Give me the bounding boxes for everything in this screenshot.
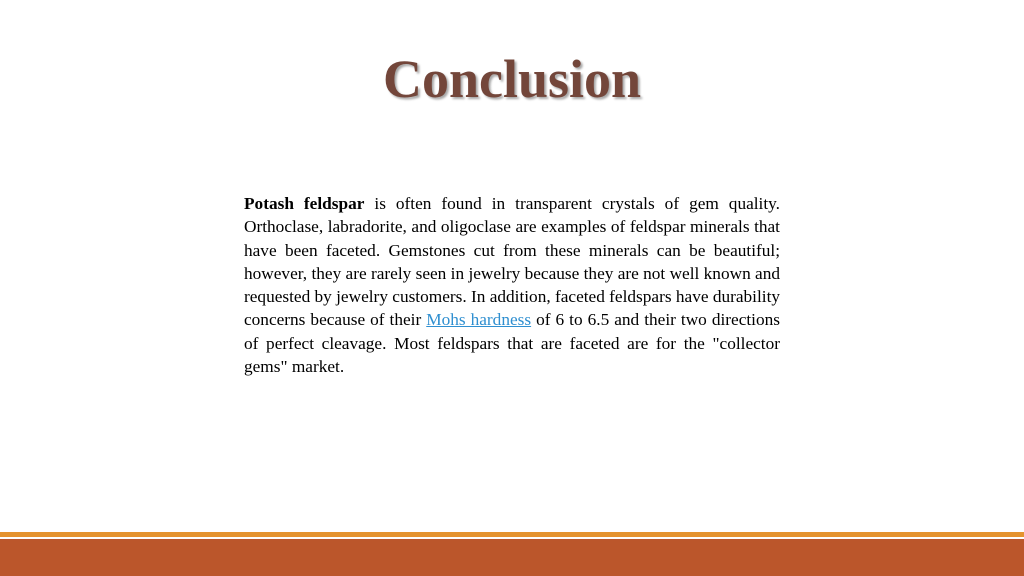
bold-lead-text: Potash feldspar xyxy=(244,194,365,213)
slide-title: Conclusion xyxy=(382,49,642,109)
paragraph-text-after-link: of 6 to 6.5 and their two directions of perfect cleavage. Most feldspars that are faceted are for the "collector gems" market. xyxy=(244,310,780,377)
footer-bar xyxy=(0,539,1024,576)
mohs-hardness-link[interactable]: Mohs hardness xyxy=(426,310,532,330)
footer-accent-stripe xyxy=(0,532,1024,537)
body-paragraph xyxy=(244,192,780,378)
paragraph-text-before-link: is often found in transparent crystals of gem quality. Orthoclase, labradorite, and oligoclase are examples of feldspar minerals that have been faceted. Gemstones cut from these minerals can be beautiful; however, they are rarely seen in jewelry because they are not well known and requested by jewelry customers. In addition, faceted feldspars have durability concerns because of their xyxy=(244,194,781,330)
